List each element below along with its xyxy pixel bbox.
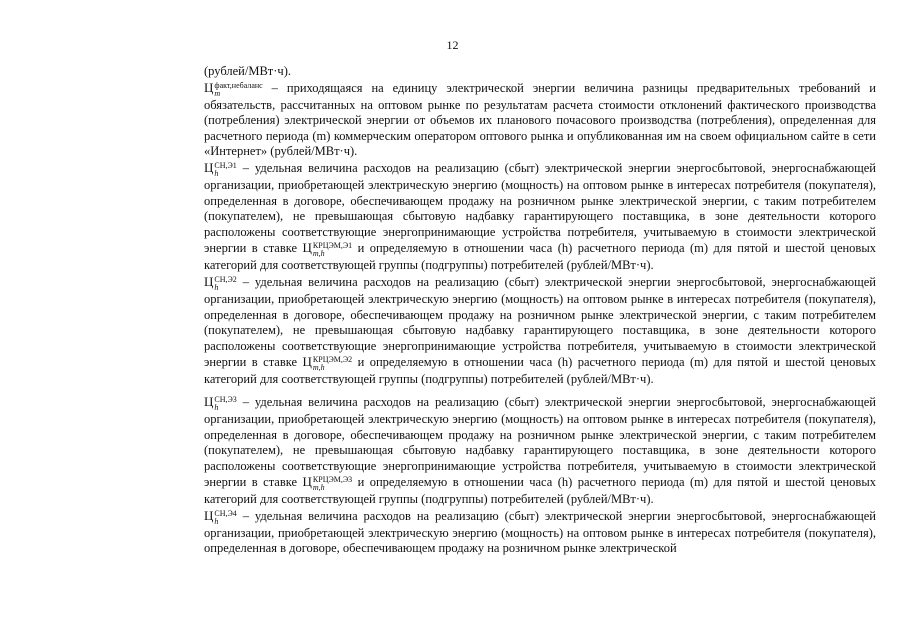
inline-formula-symbol: Ц КРЦЭМ,Э1 m,h xyxy=(302,240,353,259)
definition-text-continued: и определяемую в отношении часа (h) расчетного периода (m) для пятой и шестой ценовых категорий для соответствующей группы (подгруппы) потребителей (рублей/МВт·ч). xyxy=(204,355,876,387)
definition-paragraph xyxy=(204,80,876,160)
definition-text-continued: и определяемую в отношении часа (h) расчетного периода (m) для пятой и шестой ценовых категорий для соответствующей группы (подгруппы) потребителей (рублей/МВт·ч). xyxy=(204,475,876,507)
definition-text: – удельная величина расходов на реализацию (сбыт) электрической энергии энергосбытовой, энергоснабжающей организации, приобретающей электрическую энергию (мощность) на оптовом рынке в интересах потребителя (покупателя), определенная в договоре, обеспечивающем продажу на розничном рынке электрической энергии, с таким потребителем (покупателем), не превышающая сбытовую надбавку гарантирующего поставщика, в зоне деятельности которого расположены соответствующие энергопринимающие устройства потребителя, учитываемую в стоимости электрической энергии в ставке xyxy=(204,274,876,370)
definition-text: – удельная величина расходов на реализацию (сбыт) электрической энергии энергосбытовой, энергоснабжающей организации, приобретающей электрическую энергию (мощность) на оптовом рынке в интересах потребителя (покупателя), определенная в договоре, обеспечивающем продажу на розничном рынке электрической xyxy=(204,508,876,556)
page-number: 12 xyxy=(446,38,459,52)
definition-text-continued: и определяемую в отношении часа (h) расчетного периода (m) для пятой и шестой ценовых категорий для соответствующей группы (подгруппы) потребителей (рублей/МВт·ч). xyxy=(204,241,876,273)
definition-paragraph xyxy=(204,394,876,508)
formula-symbol: Ц факт,небаланс m xyxy=(204,79,263,98)
formula-symbol: Ц СН,Э1 h xyxy=(204,159,237,178)
definition-text: – удельная величина расходов на реализацию (сбыт) электрической энергии энергосбытовой, энергоснабжающей организации, приобретающей электрическую энергию (мощность) на оптовом рынке в интересах потребителя (покупателя), определенная в договоре, обеспечивающем продажу на розничном рынке электрической энергии, с таким потребителем (покупателем), не превышающая сбытовую надбавку гарантирующего поставщика, в зоне деятельности которого расположены соответствующие энергопринимающие устройства потребителя, учитываемую в стоимости электрической энергии в ставке xyxy=(204,160,876,256)
definition-paragraph xyxy=(204,508,876,557)
formula-symbol: Ц СН,Э4 h xyxy=(204,507,237,526)
definition-paragraph xyxy=(204,274,876,388)
inline-formula-symbol: Ц КРЦЭМ,Э2 m,h xyxy=(302,354,353,373)
intro-line: (рублей/МВт·ч). xyxy=(204,64,291,78)
formula-symbol: Ц СН,Э3 h xyxy=(204,393,237,412)
definition-paragraph xyxy=(204,160,876,274)
definition-text: – удельная величина расходов на реализацию (сбыт) электрической энергии энергосбытовой, энергоснабжающей организации, приобретающей электрическую энергию (мощность) на оптовом рынке в интересах потребителя (покупателя), определенная в договоре, обеспечивающем продажу на розничном рынке электрической энергии, с таким потребителем (покупателем), не превышающая сбытовую надбавку гарантирующего поставщика, в зоне деятельности которого расположены соответствующие энергопринимающие устройства потребителя, учитываемую в стоимости электрической энергии в ставке xyxy=(204,394,876,490)
formula-symbol: Ц СН,Э2 h xyxy=(204,273,237,292)
inline-formula-symbol: Ц КРЦЭМ,Э3 m,h xyxy=(302,474,353,493)
definition-text: – приходящаяся на единицу электрической энергии величина разницы предварительных требований и обязательств, рассчитанных на оптовом рынке по результатам расчета стоимости отклонений фактического производства (потребления) электрической энергии от объемов их планового почасового производства (потребления), определенная для расчетного периода (m) коммерческим оператором оптового рынка и опубликованная им на своем официальном сайте в сети «Интернет» (рублей/МВт·ч). xyxy=(204,80,876,159)
document-body xyxy=(204,64,876,557)
